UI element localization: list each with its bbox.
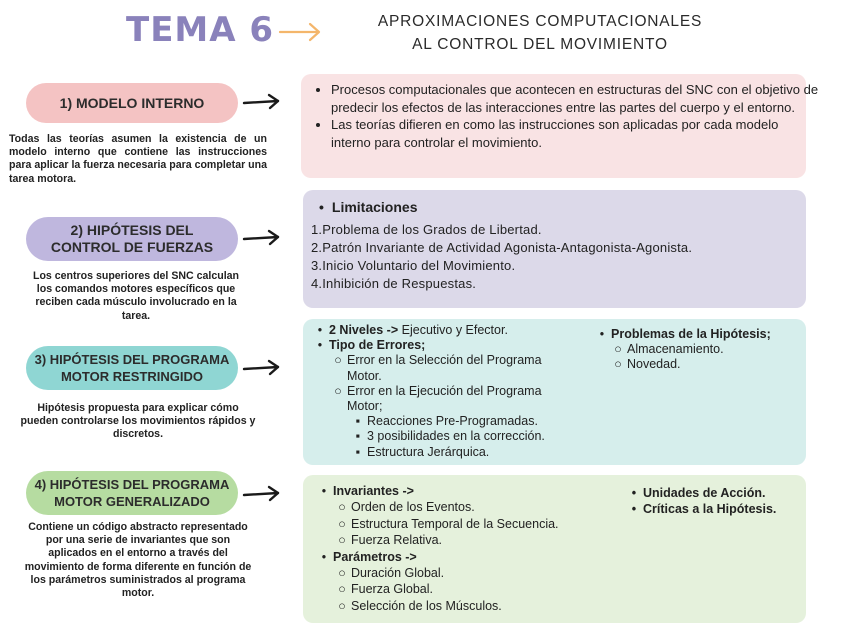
section-1-points bbox=[313, 81, 819, 151]
section-4-label-line-2: MOTOR GENERALIZADO bbox=[54, 494, 210, 509]
right-item-text: Unidades de Acción. bbox=[643, 486, 766, 500]
circle-bullet-icon: ○ bbox=[338, 500, 346, 515]
right-item bbox=[625, 501, 805, 517]
parametro-item bbox=[315, 598, 625, 614]
problema-item bbox=[593, 357, 803, 372]
invariante-item bbox=[315, 532, 625, 548]
bullet-icon: • bbox=[631, 486, 637, 500]
errores-item bbox=[311, 338, 601, 353]
arrow-right-icon bbox=[242, 229, 282, 247]
bullet-icon: • bbox=[631, 502, 637, 517]
invariante-text: Fuerza Relativa. bbox=[351, 533, 443, 548]
arrow-right-icon bbox=[242, 93, 282, 111]
section-4-label bbox=[26, 471, 238, 515]
error-2-line-b: Motor; bbox=[347, 399, 383, 414]
error-item bbox=[311, 353, 601, 383]
limitacion-item: 4.Inhibición de Respuestas. bbox=[311, 276, 477, 291]
title-arrow-icon bbox=[278, 20, 324, 42]
section-4-right-column bbox=[625, 485, 805, 518]
parametro-item bbox=[315, 565, 625, 581]
error-sub-item-text: Estructura Jerárquica. bbox=[367, 444, 490, 459]
error-sub-item bbox=[311, 414, 601, 429]
section-3-label-line-2: MOTOR RESTRINGIDO bbox=[60, 369, 204, 384]
page-subtitle bbox=[320, 10, 760, 56]
subtitle-line-1: APROXIMACIONES COMPUTACIONALES bbox=[377, 13, 703, 30]
section-3-description: Hipótesis propuesta para explicar cómo pueden controlarse los movimientos rápidos y discretos. bbox=[20, 402, 256, 441]
invariante-text: Estructura Temporal de la Secuencia. bbox=[351, 516, 559, 531]
section-4-left-column bbox=[315, 483, 625, 614]
invariante-item bbox=[315, 499, 625, 515]
page-title: TEMA 6 bbox=[126, 10, 275, 50]
parametro-item bbox=[315, 581, 625, 597]
error-sub-item bbox=[311, 429, 601, 444]
bullet-icon: • bbox=[321, 549, 327, 564]
bullet-icon: • bbox=[317, 323, 323, 337]
square-bullet-icon: ▪ bbox=[355, 429, 361, 444]
problema-text: Almacenamiento. bbox=[627, 342, 724, 357]
problema-item bbox=[593, 342, 803, 357]
section-4-label-line-1: 4) HIPÓTESIS DEL PROGRAMA bbox=[34, 477, 230, 492]
niveles-item bbox=[311, 323, 601, 338]
invariantes-label: Invariantes -> bbox=[333, 484, 414, 498]
circle-bullet-icon: ○ bbox=[614, 357, 622, 372]
invariantes-item bbox=[315, 483, 625, 499]
section-1-point: • Las teorías difieren en como las instrucciones son aplicadas por cada modelo interno para controlar el movimiento. bbox=[331, 116, 819, 151]
bullet-icon: • bbox=[317, 338, 323, 353]
error-sub-item-text: 3 posibilidades en la corrección. bbox=[367, 429, 545, 444]
errores-label: Tipo de Errores; bbox=[329, 338, 426, 353]
problemas-label: Problemas de la Hipótesis; bbox=[611, 327, 771, 341]
section-1-box bbox=[301, 74, 819, 178]
limitaciones-list bbox=[311, 221, 692, 293]
section-3-box bbox=[303, 319, 806, 465]
arrow-right-icon bbox=[242, 359, 282, 377]
problemas-item bbox=[593, 327, 803, 342]
section-1-label-text: 1) MODELO INTERNO bbox=[59, 94, 205, 111]
section-2-label bbox=[26, 217, 238, 261]
error-item bbox=[311, 384, 601, 414]
square-bullet-icon: ▪ bbox=[355, 444, 361, 459]
limitaciones-heading-text: Limitaciones bbox=[331, 199, 418, 215]
section-3-right-column bbox=[593, 327, 803, 373]
parametro-text: Duración Global. bbox=[351, 566, 445, 581]
invariante-item bbox=[315, 516, 625, 532]
bullet-icon: • bbox=[321, 484, 327, 498]
circle-bullet-icon: ○ bbox=[338, 516, 346, 531]
circle-bullet-icon: ○ bbox=[338, 598, 346, 613]
niveles-value: Ejecutivo y Efector. bbox=[401, 323, 508, 337]
problema-text: Novedad. bbox=[627, 357, 681, 372]
error-sub-item bbox=[311, 445, 601, 460]
section-2-box bbox=[303, 190, 806, 308]
circle-bullet-icon: ○ bbox=[334, 383, 342, 398]
circle-bullet-icon: ○ bbox=[338, 582, 346, 597]
error-1-line-b: Motor. bbox=[347, 368, 382, 383]
section-2-description: Los centros superiores del SNC calculan los comandos motores específicos que reciben cada músculo involucrado en la tarea. bbox=[32, 270, 240, 322]
section-3-label bbox=[26, 346, 238, 390]
circle-bullet-icon: ○ bbox=[338, 533, 346, 548]
square-bullet-icon: ▪ bbox=[355, 414, 361, 429]
limitacion-item: 1.Problema de los Grados de Libertad. bbox=[311, 222, 542, 237]
bullet-icon: • bbox=[599, 327, 605, 341]
limitacion-item: 2.Patrón Invariante de Actividad Agonista-Antagonista-Agonista. bbox=[311, 240, 693, 255]
circle-bullet-icon: ○ bbox=[334, 353, 342, 368]
right-item bbox=[625, 485, 805, 501]
section-2-label-line-2: CONTROL DE FUERZAS bbox=[50, 239, 214, 255]
subtitle-line-2: AL CONTROL DEL MOVIMIENTO bbox=[412, 36, 668, 53]
invariante-text: Orden de los Eventos. bbox=[351, 500, 475, 515]
limitacion-item: 3.Inicio Voluntario del Movimiento. bbox=[311, 258, 516, 273]
error-1-line-a: Error en la Selección del Programa bbox=[347, 353, 542, 368]
circle-bullet-icon: ○ bbox=[614, 342, 622, 357]
section-1-description: Todas las teorías asumen la existencia de un modelo interno que contiene las instrucciones para aplicar la fuerza necesaria para completar una tarea motora. bbox=[9, 133, 267, 185]
parametro-text: Selección de los Músculos. bbox=[351, 598, 502, 613]
section-4-box bbox=[303, 475, 806, 623]
section-2-label-line-1: 2) HIPÓTESIS DEL bbox=[70, 222, 194, 238]
error-2-line-a: Error en la Ejecución del Programa bbox=[347, 383, 542, 398]
parametros-label: Parámetros -> bbox=[333, 549, 417, 564]
limitaciones-heading bbox=[319, 199, 418, 215]
niveles-label: 2 Niveles -> bbox=[329, 323, 399, 337]
right-item-text: Críticas a la Hipótesis. bbox=[643, 502, 777, 517]
section-3-label-line-1: 3) HIPÓTESIS DEL PROGRAMA bbox=[34, 352, 230, 367]
arrow-right-icon bbox=[242, 485, 282, 503]
parametro-text: Fuerza Global. bbox=[351, 582, 433, 597]
parametros-item bbox=[315, 549, 625, 565]
bullet-icon: • bbox=[319, 199, 324, 215]
section-3-left-column bbox=[311, 323, 601, 460]
section-1-label bbox=[26, 83, 238, 123]
section-4-description: Contiene un código abstracto representado por una serie de invariantes que son aplicados en el entorno a través del movimiento de forma diferente en función de los parámetros suministrados al programa motor. bbox=[24, 521, 252, 600]
section-1-point: • Procesos computacionales que acontecen en estructuras del SNC con el objetivo de predecir los efectos de las interacciones entre las partes del cuerpo y el entorno. bbox=[331, 81, 819, 116]
circle-bullet-icon: ○ bbox=[338, 566, 346, 581]
error-sub-item-text: Reacciones Pre-Programadas. bbox=[367, 414, 538, 429]
